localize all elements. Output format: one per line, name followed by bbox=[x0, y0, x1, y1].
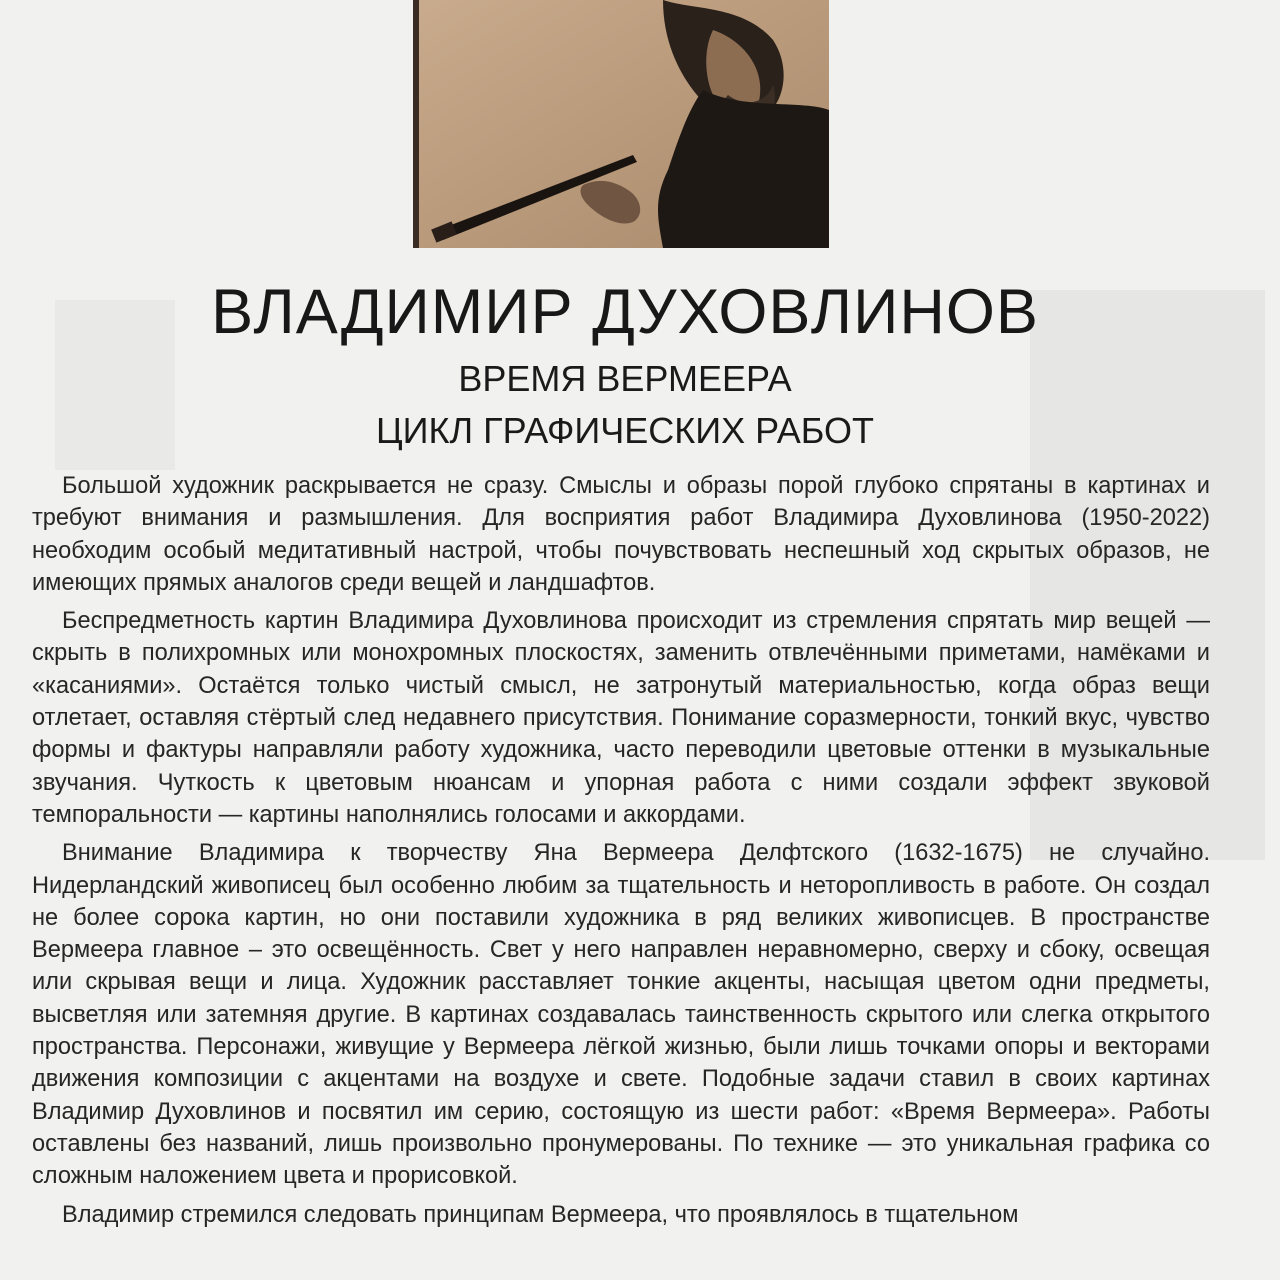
paragraph: Внимание Владимира к творчеству Яна Вермеера Делфтского (1632-1675) не случайно. Нидерландский живописец был особенно любим за тщательность и неторопливость в работе. Он создал не более сорока картин, но они поставили художника в ряд великих живописцев. В пространстве Вермеера главное – это освещённость. Свет у него направлен неравномерно, сверху и сбоку, освещая или скрывая вещи и лица. Художник расставляет тонкие акценты, насыщая цветом одни предметы, высветляя или затемняя другие. В картинах создавалась таинственность скрытого или слегка открытого пространства. Персонажи, живущие у Вермеера лёгкой жизнью, были лишь точками опоры и векторами движения композиции с акцентами на воздухе и свете. Подобные задачи ставил в своих картинах Владимир Духовлинов и посвятил им серию, состоящую из шести работ: «Время Вермеера». Работы оставлены без названий, лишь произвольно пронумерованы. По технике — это уникальная графика со сложным наложением цвета и прорисовкой. bbox=[32, 840, 1210, 1190]
exhibition-title: ВРЕМЯ ВЕРМЕЕРА bbox=[458, 358, 792, 399]
article-body bbox=[32, 470, 1210, 1237]
paragraph: Владимир стремился следовать принципам Вермеера, что проявлялось в тщательном bbox=[62, 1201, 1019, 1228]
paragraph: Беспредметность картин Владимира Духовлинова происходит из стремления спрятать мир вещей — скрыть в полихромных или монохромных плоскостях, заменить отвлечёнными приметами, намёками и «касаниями». Остаётся только чистый смысл, не затронутый материальностью, когда образ вещи отлетает, оставляя стёртый след недавнего присутствия. Понимание соразмерности, тонкий вкус, чувство формы и фактуры направляли работу художника, часто переводили цветовые оттенки в музыкальные звучания. Чуткость к цветовым нюансам и упорная работа с ними создали эффект звуковой темпоральности — картины наполнялись голосами и аккордами. bbox=[32, 608, 1210, 828]
artist-photo bbox=[413, 0, 829, 248]
paragraph: Большой художник раскрывается не сразу. Смыслы и образы порой глубоко спрятаны в картинах и требуют внимания и размышления. Для восприятия работ Владимира Духовлинова (1950-2022) необходим особый медитативный настрой, чтобы почувствовать неспешный ход скрытых образов, не имеющих прямых аналогов среди вещей и ландшафтов. bbox=[32, 473, 1210, 596]
series-title: ЦИКЛ ГРАФИЧЕСКИХ РАБОТ bbox=[376, 410, 874, 451]
artist-name: ВЛАДИМИР ДУХОВЛИНОВ bbox=[211, 277, 1039, 347]
